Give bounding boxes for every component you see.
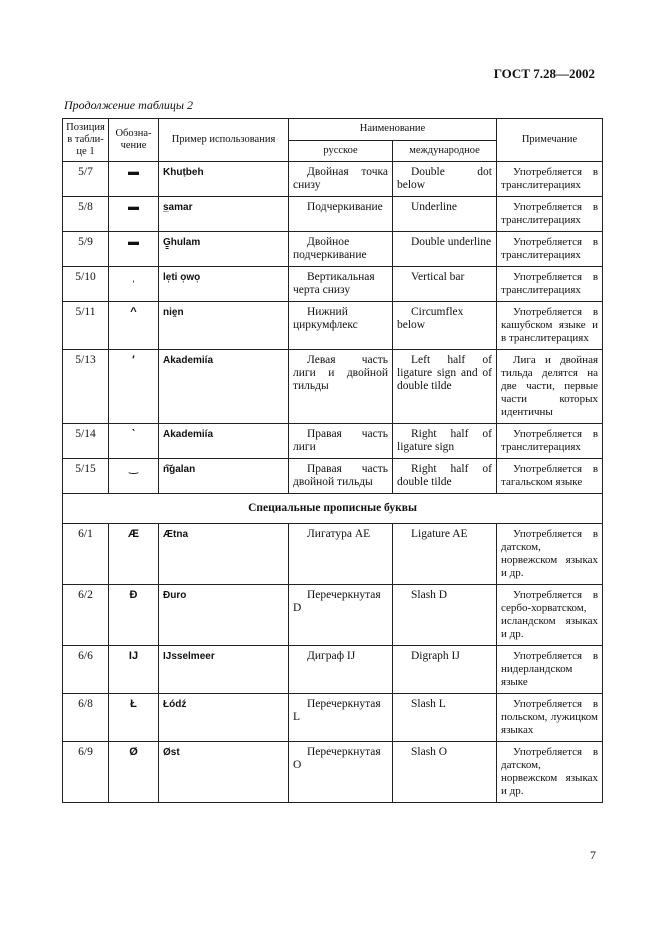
name-intl-cell: Slash O bbox=[393, 742, 497, 803]
name-intl-cell: Double dot below bbox=[393, 162, 497, 197]
table-row bbox=[63, 524, 603, 585]
header-name-intl: международное bbox=[393, 140, 497, 162]
name-ru-cell: Подчеркивание bbox=[289, 197, 393, 232]
note-cell: Употребляется в нидерландском языке bbox=[497, 646, 603, 694]
note-cell: Употребляется в датском, норвежском языках и др. bbox=[497, 742, 603, 803]
table-row bbox=[63, 350, 603, 424]
table-row bbox=[63, 197, 603, 232]
name-ru-cell: Перечеркнутая L bbox=[289, 694, 393, 742]
header-example: Пример использования bbox=[159, 119, 289, 162]
name-intl-cell: Vertical bar bbox=[393, 267, 497, 302]
note-cell: Употребляется в транслитерациях bbox=[497, 267, 603, 302]
symbol-cell: ▬ bbox=[109, 197, 159, 232]
example-cell: G̳hulam bbox=[159, 232, 289, 267]
example-cell: Łódź bbox=[159, 694, 289, 742]
table-row bbox=[63, 232, 603, 267]
name-ru-cell: Перечеркнутая О bbox=[289, 742, 393, 803]
note-cell: Употребляется в транслитерациях bbox=[497, 232, 603, 267]
name-ru-cell: Нижний циркумфлекс bbox=[289, 302, 393, 350]
name-intl-cell: Ligature AE bbox=[393, 524, 497, 585]
table-row bbox=[63, 646, 603, 694]
name-intl-cell: Slash D bbox=[393, 585, 497, 646]
example-cell: Akademiía bbox=[159, 424, 289, 459]
name-intl-cell: Underline bbox=[393, 197, 497, 232]
note-cell: Употребляется в датском, норвежском языках и др. bbox=[497, 524, 603, 585]
name-intl-cell: Circumflex below bbox=[393, 302, 497, 350]
page-number: 7 bbox=[590, 848, 596, 862]
position-cell: 5/7 bbox=[63, 162, 109, 197]
example-cell: niḙn bbox=[159, 302, 289, 350]
position-cell: 6/6 bbox=[63, 646, 109, 694]
symbol-cell: IJ bbox=[109, 646, 159, 694]
section-title: Специальные прописные буквы bbox=[63, 494, 603, 524]
table-body-capitals bbox=[63, 524, 603, 803]
example-cell: Khuṭbeh bbox=[159, 162, 289, 197]
example-cell: Ætna bbox=[159, 524, 289, 585]
symbol-cell: Ø bbox=[109, 742, 159, 803]
table-caption: Продолжение таблицы 2 bbox=[64, 98, 194, 112]
name-ru-cell: Вертикальная черта снизу bbox=[289, 267, 393, 302]
header-position: Позиция в табли-це 1 bbox=[63, 119, 109, 162]
example-cell: le̩ti o̩wo̩ bbox=[159, 267, 289, 302]
table-row bbox=[63, 302, 603, 350]
example-cell: s̲amar bbox=[159, 197, 289, 232]
table-row bbox=[63, 585, 603, 646]
header-note: Примечание bbox=[497, 119, 603, 162]
position-cell: 5/14 bbox=[63, 424, 109, 459]
name-intl-cell: Double underline bbox=[393, 232, 497, 267]
symbol-cell: ^ bbox=[109, 302, 159, 350]
note-cell: Употребляется в транслитерациях bbox=[497, 424, 603, 459]
header-symbol: Обозна-чение bbox=[109, 119, 159, 162]
symbol-cell: Æ bbox=[109, 524, 159, 585]
position-cell: 6/8 bbox=[63, 694, 109, 742]
note-cell: Лига и двойная тильда делятся на две части, первые части которых идентичны bbox=[497, 350, 603, 424]
symbol-cell: ′ bbox=[109, 350, 159, 424]
note-cell: Употребляется в польском, лужицком языках bbox=[497, 694, 603, 742]
example-cell: Đuro bbox=[159, 585, 289, 646]
name-ru-cell: Двойная точка снизу bbox=[289, 162, 393, 197]
name-intl-cell: Right half of double tilde bbox=[393, 459, 497, 494]
example-cell: IJsselmeer bbox=[159, 646, 289, 694]
symbol-cell: ▬ bbox=[109, 162, 159, 197]
name-intl-cell: Right half of ligature sign bbox=[393, 424, 497, 459]
table-section bbox=[63, 494, 603, 524]
symbol-cell: Ł bbox=[109, 694, 159, 742]
name-ru-cell: Двойное подчеркивание bbox=[289, 232, 393, 267]
example-cell: Øst bbox=[159, 742, 289, 803]
name-ru-cell: Диграф IJ bbox=[289, 646, 393, 694]
symbol-cell: ‿ bbox=[109, 459, 159, 494]
position-cell: 5/11 bbox=[63, 302, 109, 350]
header-name-ru: русское bbox=[289, 140, 393, 162]
name-intl-cell: Left half of ligature sign and of double tilde bbox=[393, 350, 497, 424]
table-row bbox=[63, 742, 603, 803]
document-header: ГОСТ 7.28—2002 bbox=[493, 66, 595, 81]
symbol-cell: ‵ bbox=[109, 424, 159, 459]
table-body-diacritics bbox=[63, 162, 603, 494]
table-row bbox=[63, 694, 603, 742]
name-intl-cell: Slash L bbox=[393, 694, 497, 742]
header-name: Наименование bbox=[289, 119, 497, 141]
position-cell: 5/13 bbox=[63, 350, 109, 424]
characters-table bbox=[62, 118, 603, 803]
symbol-cell: ▬ bbox=[109, 232, 159, 267]
position-cell: 6/9 bbox=[63, 742, 109, 803]
position-cell: 5/10 bbox=[63, 267, 109, 302]
table-row bbox=[63, 459, 603, 494]
position-cell: 6/1 bbox=[63, 524, 109, 585]
symbol-cell: Đ bbox=[109, 585, 159, 646]
name-ru-cell: Лигатура АЕ bbox=[289, 524, 393, 585]
position-cell: 6/2 bbox=[63, 585, 109, 646]
note-cell: Употребляется в транслитерациях bbox=[497, 162, 603, 197]
symbol-cell: ˌ bbox=[109, 267, 159, 302]
position-cell: 5/15 bbox=[63, 459, 109, 494]
note-cell: Употребляется в тагальском языке bbox=[497, 459, 603, 494]
position-cell: 5/8 bbox=[63, 197, 109, 232]
note-cell: Употребляется в транслитерациях bbox=[497, 197, 603, 232]
position-cell: 5/9 bbox=[63, 232, 109, 267]
name-ru-cell: Перечеркнутая D bbox=[289, 585, 393, 646]
section-row bbox=[63, 494, 603, 524]
example-cell: Akademiía bbox=[159, 350, 289, 424]
name-ru-cell: Левая часть лиги и двойной тильды bbox=[289, 350, 393, 424]
note-cell: Употребляется в кашубском языке и в транслитерациях bbox=[497, 302, 603, 350]
example-cell: n͠galan bbox=[159, 459, 289, 494]
header-row bbox=[63, 119, 603, 141]
note-cell: Употребляется в сербо-хорватском, исландском языках и др. bbox=[497, 585, 603, 646]
name-intl-cell: Digraph IJ bbox=[393, 646, 497, 694]
table-row bbox=[63, 424, 603, 459]
name-ru-cell: Правая часть двойной тильды bbox=[289, 459, 393, 494]
table-row bbox=[63, 162, 603, 197]
name-ru-cell: Правая часть лиги bbox=[289, 424, 393, 459]
table-row bbox=[63, 267, 603, 302]
